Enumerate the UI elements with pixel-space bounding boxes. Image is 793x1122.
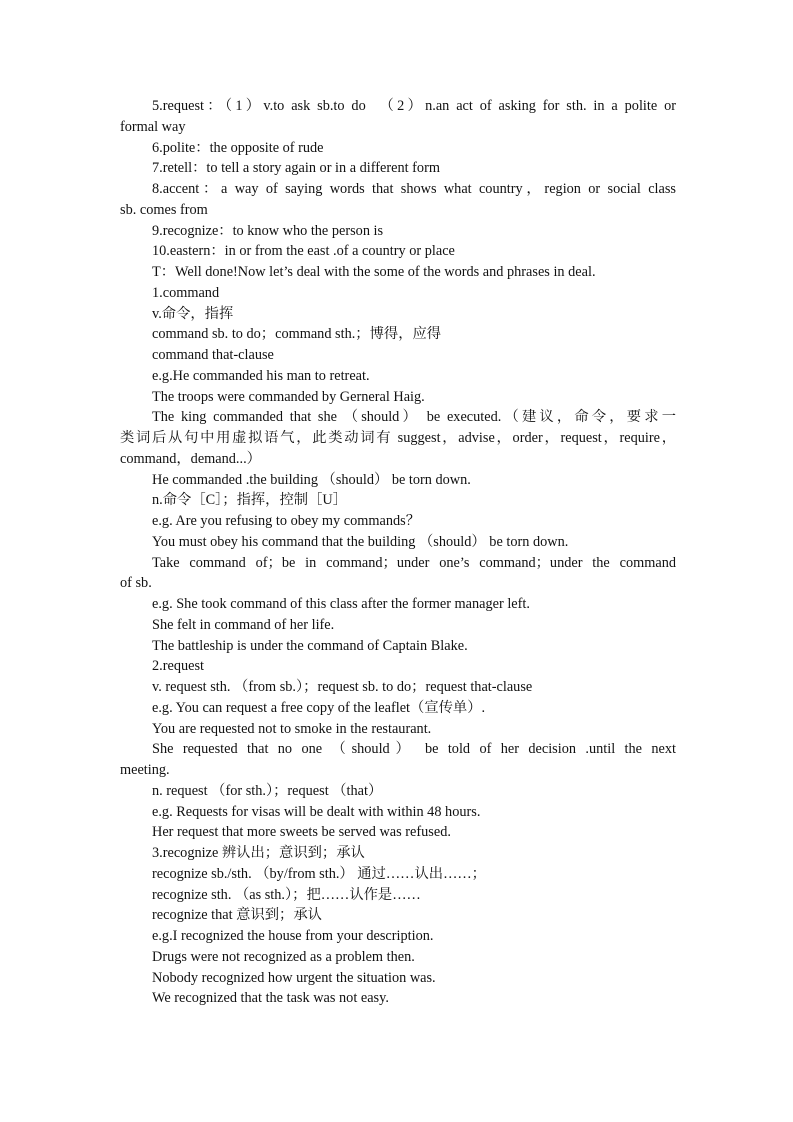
text-line: 7.retell：to tell a story again or in a different form	[152, 160, 440, 177]
text-line: recognize that 意识到；承认	[152, 907, 322, 924]
text-line: recognize sth. （as sth.）；把……认作是……	[152, 886, 421, 903]
text-line: 9.recognize：to know who the person is	[152, 222, 384, 239]
text-line: Nobody recognized how urgent the situation was.	[152, 969, 436, 986]
text-line: e.g. She took command of this class after the former manager left.	[152, 596, 530, 612]
text-line: meeting.	[120, 762, 170, 778]
text-line: You must obey his command that the building （should） be torn down.	[152, 533, 569, 550]
text-line: She felt in command of her life.	[152, 616, 335, 633]
text-line: 3.recognize 辨认出；意识到；承认	[152, 845, 365, 861]
text-line: sb. comes from	[120, 201, 208, 218]
text-line: of sb.	[120, 575, 152, 592]
text-line: He commanded .the building （should） be torn down.	[152, 471, 471, 488]
document-body	[120, 96, 676, 1009]
text-line: The battleship is under the command of Captain Blake.	[152, 637, 468, 654]
text-line: v. request sth. （from sb.）；request sb. to do；request that-clause	[152, 679, 533, 695]
text-line: She requested that no one （should） be told of her decision .until the next	[152, 741, 676, 758]
text-line: You are requested not to smoke in the restaurant.	[152, 720, 432, 737]
text-line: formal way	[120, 118, 186, 135]
text-line: e.g. Requests for visas will be dealt with within 48 hours.	[152, 803, 481, 820]
text-line: e.g. You can request a free copy of the leaflet（宣传单）.	[152, 699, 486, 716]
text-line: v.命令，指挥	[152, 305, 234, 322]
text-line: 6.polite：the opposite of rude	[152, 139, 324, 156]
text-line: e.g. Are you refusing to obey my commands？	[152, 513, 421, 529]
text-line: command sb. to do；command sth.；博得，应得	[152, 326, 442, 343]
text-line: command that-clause	[152, 347, 274, 363]
text-line: Her request that more sweets be served was refused.	[152, 824, 451, 841]
text-line: T：Well done!Now let’s deal with the some of the words and phrases in deal.	[152, 264, 596, 280]
text-line: Drugs were not recognized as a problem then.	[152, 948, 415, 965]
text-line: recognize sb./sth. （by/from sth.） 通过……认出……；	[152, 865, 486, 882]
text-line: e.g.I recognized the house from your description.	[152, 928, 434, 944]
text-line: command，demand...）	[120, 450, 261, 467]
text-line: 10.eastern：in or from the east .of a country or place	[152, 243, 455, 260]
text-line: 2.request	[152, 658, 205, 675]
text-line: The king commanded that she （should） be executed.（建议，命令，要求一	[152, 409, 676, 426]
text-line: 8.accent：a way of saying words that shows what country，region or social class	[152, 181, 676, 197]
text-line: 5.request：（1）v.to ask sb.to do （2）n.an act of asking for sth. in a polite or	[152, 98, 676, 114]
text-line: Take command of；be in command；under one’s command；under the command	[152, 554, 676, 571]
text-line: We recognized that the task was not easy.	[152, 990, 389, 1007]
text-line: 类词后从句中用虚拟语气，此类动词有 suggest，advise，order，request，require，	[120, 430, 676, 446]
text-line: e.g.He commanded his man to retreat.	[152, 367, 370, 384]
text-line: n.命令［C］；指挥，控制［U］	[152, 492, 347, 509]
text-line: n. request （for sth.）；request （that）	[152, 782, 383, 799]
text-line: The troops were commanded by Gerneral Haig.	[152, 388, 425, 405]
text-line: 1.command	[152, 284, 220, 301]
